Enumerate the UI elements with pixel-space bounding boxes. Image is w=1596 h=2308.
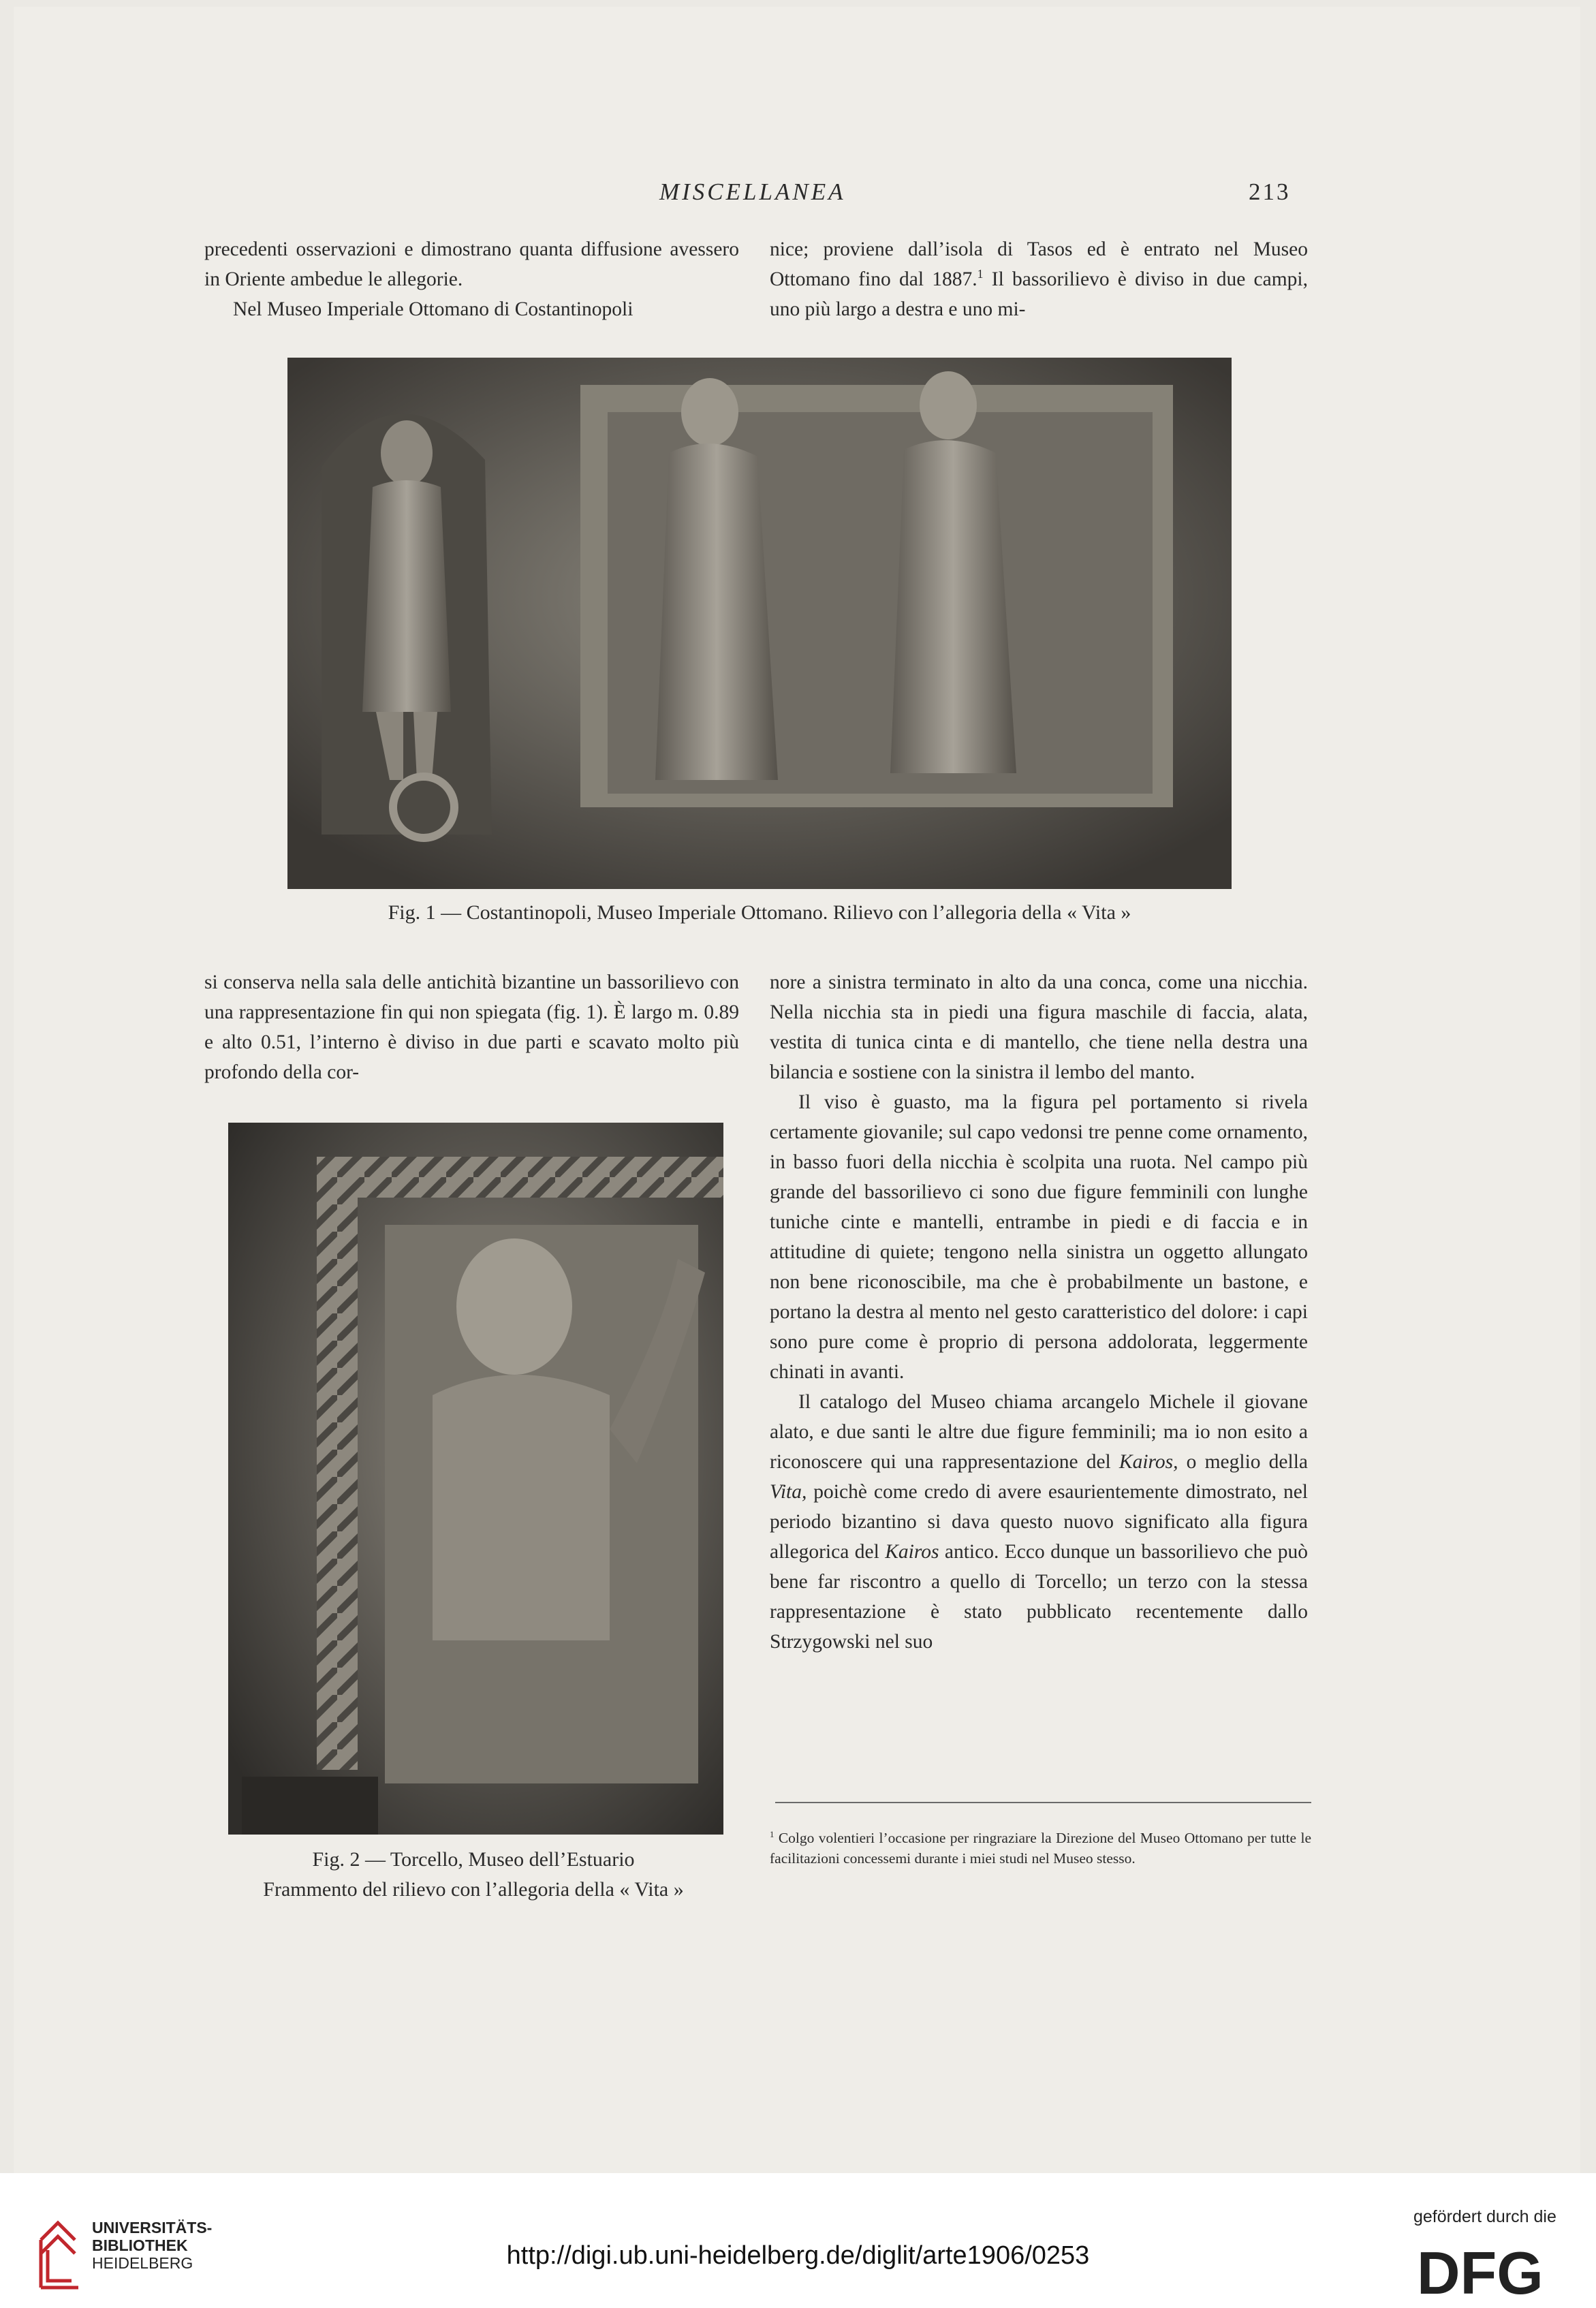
permalink-url[interactable]: http://digi.ub.uni-heidelberg.de/diglit/arte1906/0253 (506, 2241, 1090, 2270)
funding-label: gefördert durch die (1413, 2207, 1556, 2226)
paragraph: Il viso è guasto, ma la figura pel portamento si rivela certamente giovanile; sul capo vedonsi tre penne come ornamento, in basso fuori della nicchia è scolpita una ruota. Nel campo più grande del bassorilievo ci sono due figure femminili con lunghe tuniche cinte e mantelli, entrambe in piedi e di faccia e in attitudine di quiete; tengono nella sinistra un oggetto allungato non bene riconoscibile, ma che è probabilmente un bastone, e portano la destra al mento nel gesto caratteristico del dolore: i capi sono pure come è proprio di persona addolorata, leggermente chinati in avanti. (770, 1091, 1308, 1383)
dfg-logo-text: DFG (1417, 2245, 1544, 2299)
italic-term: Vita, (770, 1481, 807, 1503)
paragraph: Il catalogo del Museo chiama arcangelo Michele il giovane alato, e due santi le altre due figure femminili; ma io non esito a riconoscere qui una rappresentazione del Kairos, o meglio della Vita, poichè come credo di avere esaurientemente dimostrato, nel periodo bizantino si dava questo nuovo significato alla figura allegorica del Kairos antico. Ecco dunque un bassorilievo che può bene far riscontro a quello di Torcello; un terzo con la stessa rappresentazione è stato pubblicato recentemente dallo Strzygowski nel suo (770, 1391, 1308, 1653)
caption-line: Fig. 2 — Torcello, Museo dell’Estuario (312, 1848, 635, 1871)
paragraph: si conserva nella sala delle antichità bizantine un bassorilievo con una rappresentazione fin qui non spiegata (fig. 1). È largo m. 0.89 e alto 0.51, l’interno è diviso in due parti e scavato molto più profondo della cor- (204, 971, 739, 1083)
caption-line: Frammento del rilievo con l’allegoria della « Vita » (263, 1878, 684, 1901)
page-number: 213 (1249, 178, 1291, 205)
dfg-logo-icon (1417, 2245, 1567, 2303)
figure-2-caption (204, 1845, 742, 1905)
paragraph: nore a sinistra terminato in alto da una conca, come una nicchia. Nella nicchia sta in piedi una figura maschile di faccia, alata, vestita di tunica cinta e di mantello, che tiene nella destra una bilancia e sostiene con la sinistra il lembo del manto. (770, 971, 1308, 1083)
footnote-mark: 1 (770, 1829, 774, 1839)
relief-photo-2 (228, 1123, 723, 1835)
figure-2-photo (228, 1123, 723, 1835)
library-name: UNIVERSITÄTS- BIBLIOTHEK HEIDELBERG (92, 2219, 213, 2272)
paragraph: Nel Museo Imperiale Ottomano di Costantinopoli (233, 298, 633, 320)
viewer-footer (0, 2173, 1596, 2308)
relief-photo-1 (287, 358, 1232, 889)
italic-term: Kairos, (1118, 1451, 1178, 1473)
paragraph: precedenti osservazioni e dimostrano quanta diffusione avessero in Oriente ambedue le allegorie. (204, 238, 739, 290)
footnote-ref: 1 (977, 267, 984, 281)
column-right-top (770, 234, 1308, 324)
column-left-bottom (204, 967, 739, 1087)
column-left-top (204, 234, 739, 324)
footnote-rule (775, 1802, 1311, 1803)
footnote: $^1$ Colgo volentieri l’occasione per ringraziare la Direzione del Museo Ottomano per tutte le facilitazioni concessemi durante i miei studi nel Museo stesso. (770, 1829, 1311, 1867)
paragraph: nice; proviene dall’isola di Tasos ed è entrato nel Museo Ottomano fino dal 1887.$^1$ Il bassorilievo è diviso in due campi, uno più largo a destra e uno mi- (770, 238, 1308, 320)
italic-term: Kairos (885, 1541, 939, 1563)
column-right-bottom (770, 967, 1308, 1657)
figure-1-caption: Fig. 1 — Costantinopoli, Museo Imperiale Ottomano. Rilievo con l’allegoria della « Vita » (388, 901, 1131, 924)
running-header: MISCELLANEA (659, 178, 846, 205)
figure-1-photo (287, 358, 1232, 889)
